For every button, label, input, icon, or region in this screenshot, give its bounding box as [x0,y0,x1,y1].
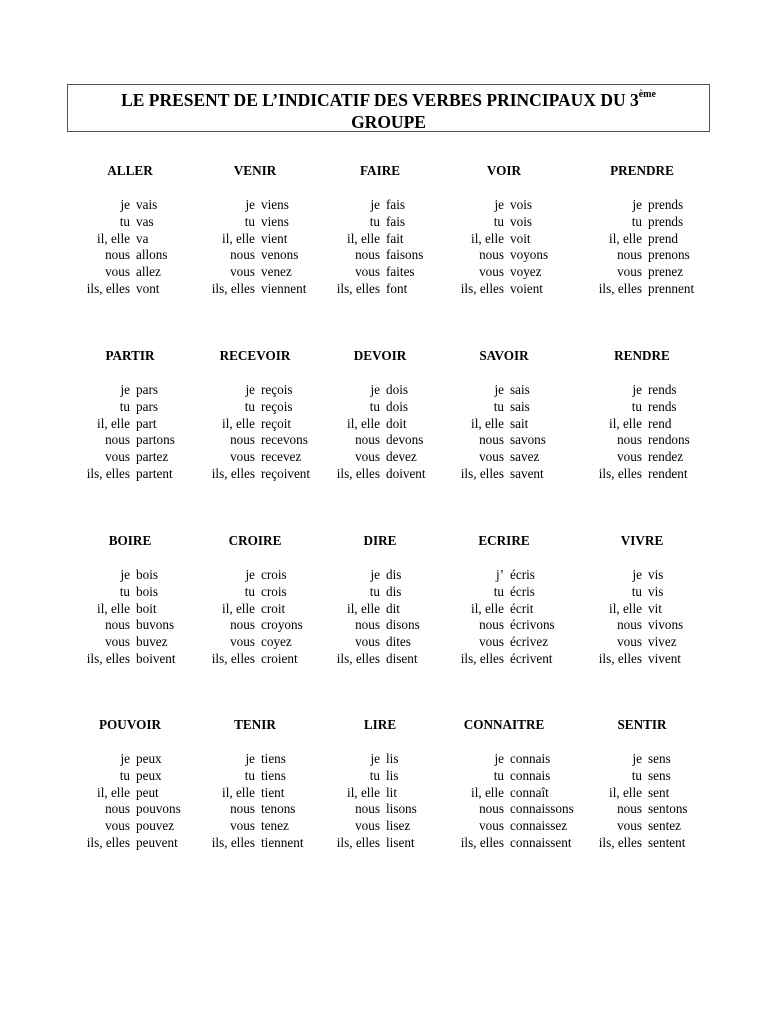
verb-form: vois [510,213,532,229]
conjugation-row [580,264,768,281]
pronoun: ils, elles [211,466,255,481]
pronoun: nous [230,247,255,263]
conjugation-row [580,449,768,466]
verb-form: sentons [648,801,688,817]
verb-form: disent [386,651,418,666]
verb-form: rend [648,415,672,431]
pronoun: ils, elles [211,651,255,666]
verb-name: ALLER [107,163,153,178]
conjugation-row [580,247,768,264]
pronoun: nous [105,801,130,817]
conjugation-row [580,634,768,651]
pronoun: vous [105,449,130,465]
verb-form: venons [261,247,299,263]
pronoun: tu [369,398,380,414]
pronoun: ils, elles [460,466,504,481]
conjugation-row [580,584,768,601]
pronoun: tu [631,767,642,783]
verb-form: prends [648,213,684,229]
pronoun: vous [617,634,642,650]
pronoun: tu [119,767,130,783]
pronoun: nous [355,801,380,817]
verb-form: sait [510,415,529,431]
pronoun: tu [369,583,380,599]
verb-form: écrivent [510,651,553,666]
verb-form: fais [386,197,406,212]
verb-form: écrit [510,600,534,616]
pronoun: vous [355,818,380,834]
conjugation-row [580,281,768,298]
verb-form: vois [510,197,532,212]
conjugation-row [580,567,768,584]
verb-form: crois [261,567,287,582]
pronoun: vous [230,634,255,650]
conjugation-row [580,785,768,802]
conjugation-row [580,818,768,835]
pronoun: je [370,382,380,397]
verb-form: bois [136,583,158,599]
pronoun: ils, elles [598,281,642,296]
pronoun: il, elle [347,600,380,616]
pronoun: je [245,751,255,766]
verb-form: rends [648,398,677,414]
pronoun: je [494,751,504,766]
pronoun: tu [244,398,255,414]
verb-name: DIRE [363,533,397,548]
verb-form: savent [510,466,544,481]
verb-form: coyez [261,634,292,650]
pronoun: vous [479,449,504,465]
verb-form: voient [510,281,543,296]
pronoun: tu [119,398,130,414]
pronoun: je [370,567,380,582]
conjugation-row [580,197,768,214]
verb-form: voit [510,230,531,246]
pronoun: tu [369,213,380,229]
pronoun: ils, elles [211,835,255,850]
verb-form: prends [648,197,684,212]
verb-form: tenez [261,818,289,834]
verb-form: connaissez [510,818,568,834]
verb-form: vivent [648,651,681,666]
pronoun: nous [230,801,255,817]
conjugation-row [580,801,768,818]
verb-form: pars [136,398,158,414]
pronoun: nous [479,617,504,633]
verb-form: prend [648,230,679,246]
pronoun: il, elle [222,415,255,431]
pronoun: ils, elles [336,651,380,666]
pronoun: vous [230,264,255,280]
verb-form: buvons [136,617,175,633]
conjugation-row [580,416,768,433]
verb-form: connaissons [510,801,574,817]
verb-form: bois [136,567,158,582]
verb-form: reçois [261,382,293,397]
verb-form: prenez [648,264,684,280]
verb-form: lis [386,751,399,766]
conjugation-row [580,751,768,768]
verb-name: PARTIR [105,348,155,363]
conjugation-row [580,399,768,416]
verb-form: vis [648,583,664,599]
verb-form: vis [648,567,664,582]
verb-form: dois [386,382,408,397]
title-line-2: GROUPE [351,112,426,132]
verb-form: dois [386,398,408,414]
verb-form: boivent [136,651,176,666]
pronoun: je [632,751,642,766]
verb-form: recevons [261,432,308,448]
pronoun: nous [617,247,642,263]
pronoun: il, elle [347,415,380,431]
pronoun: tu [119,583,130,599]
pronoun: il, elle [471,600,504,616]
pronoun: ils, elles [460,651,504,666]
verb-form: peuvent [136,835,178,850]
verb-form: dites [386,634,411,650]
verb-form: vivez [648,634,677,650]
verb-form: viennent [261,281,307,296]
pronoun: nous [479,247,504,263]
pronoun: il, elle [471,784,504,800]
pronoun: nous [105,617,130,633]
conjugation-row [580,231,768,248]
verb-name: LIRE [363,717,397,732]
verb-form: devons [386,432,424,448]
verb-name: RENDRE [614,348,670,363]
verb-form: rendez [648,449,684,465]
verb-form: rends [648,382,677,397]
pronoun: nous [105,247,130,263]
pronoun: il, elle [609,600,642,616]
pronoun: vous [355,449,380,465]
verb-form: sais [510,382,530,397]
pronoun: tu [631,398,642,414]
verb-form: dis [386,583,402,599]
pronoun: nous [617,432,642,448]
pronoun: vous [617,264,642,280]
verb-form: prenons [648,247,690,263]
verb-form: lisez [386,818,411,834]
pronoun: tu [119,213,130,229]
conjugation-row [580,601,768,618]
verb-form: sens [648,767,671,783]
verb-form: tiennent [261,835,304,850]
verb-form: devez [386,449,417,465]
pronoun: ils, elles [86,466,130,481]
verb-form: connais [510,767,551,783]
verb-form: voyons [510,247,549,263]
pronoun: il, elle [222,600,255,616]
verb-form: sens [648,751,671,766]
pronoun: nous [617,801,642,817]
verb-form: vient [261,230,288,246]
pronoun: tu [244,583,255,599]
verb-form: viens [261,213,289,229]
verb-form: écrivons [510,617,555,633]
verb-form: peut [136,784,159,800]
verb-form: écrivez [510,634,549,650]
verb-name: VOIR [486,163,522,178]
pronoun: je [120,567,130,582]
verb-form: vit [648,600,662,616]
verb-form: part [136,415,157,431]
conjugation-row [580,382,768,399]
verb-form: croyons [261,617,303,633]
verb-form: partez [136,449,169,465]
verb-name: RECEVOIR [219,348,291,363]
verb-form: rendent [648,466,688,481]
conjugation-row [580,214,768,231]
pronoun: il, elle [471,415,504,431]
pronoun: tu [493,213,504,229]
conjugation-row [580,617,768,634]
pronoun: il, elle [347,784,380,800]
verb-form: connaissent [510,835,572,850]
verb-form: lisent [386,835,415,850]
pronoun: tu [493,583,504,599]
pronoun: il, elle [347,230,380,246]
verb-form: savez [510,449,540,465]
verb-name: TENIR [234,717,276,732]
pronoun: tu [369,767,380,783]
verb-form: tiens [261,751,286,766]
verb-form: lis [386,767,399,783]
pronoun: il, elle [609,230,642,246]
verb-form: pouvez [136,818,175,834]
pronoun: tu [631,583,642,599]
verb-form: voyez [510,264,542,280]
verb-form: venez [261,264,292,280]
pronoun: ils, elles [336,466,380,481]
pronoun: je [245,197,255,212]
verb-form: va [136,230,149,246]
verb-name: SENTIR [617,717,667,732]
pronoun: je [494,197,504,212]
pronoun: je [245,382,255,397]
pronoun: je [245,567,255,582]
pronoun: vous [105,264,130,280]
verb-form: reçoivent [261,466,311,481]
verb-form: peux [136,751,162,766]
verb-form: reçois [261,398,293,414]
verb-form: faites [386,264,415,280]
verb-form: crois [261,583,287,599]
pronoun: vous [479,264,504,280]
verb-form: tenons [261,801,296,817]
verb-form: tiens [261,767,286,783]
verb-name: POUVOIR [98,717,161,732]
conjugation-row [580,432,768,449]
pronoun: vous [105,634,130,650]
verb-form: savons [510,432,546,448]
title-superscript: ème [638,89,656,101]
pronoun: il, elle [222,784,255,800]
conjugation-row [580,466,768,483]
conjugation-row [580,835,768,852]
pronoun: je [370,197,380,212]
pronoun: tu [493,767,504,783]
pronoun: je [494,382,504,397]
verb-form: peux [136,767,162,783]
pronoun: nous [230,617,255,633]
pronoun: nous [479,432,504,448]
verb-form: boit [136,600,157,616]
pronoun: vous [617,818,642,834]
pronoun: je [120,382,130,397]
pronoun: tu [244,767,255,783]
verb-form: écris [510,583,535,599]
verb-name: VIVRE [620,533,664,548]
verb-form: partons [136,432,175,448]
verb-form: buvez [136,634,168,650]
verb-form: connais [510,751,551,766]
pronoun: ils, elles [598,466,642,481]
pronoun: je [120,751,130,766]
verb-form: recevez [261,449,302,465]
verb-name: VENIR [233,163,277,178]
verb-form: fait [386,230,404,246]
verb-form: sent [648,784,670,800]
pronoun: vous [355,634,380,650]
pronoun: je [120,197,130,212]
pronoun: je [632,197,642,212]
verb-form: doivent [386,466,426,481]
verb-form: viens [261,197,289,212]
pronoun: nous [230,432,255,448]
pronoun: ils, elles [86,835,130,850]
verb-form: rendons [648,432,690,448]
pronoun: tu [493,398,504,414]
pronoun: ils, elles [460,835,504,850]
verb-form: disons [386,617,420,633]
pronoun: ils, elles [598,835,642,850]
pronoun: il, elle [609,415,642,431]
verb-name: BOIRE [108,533,152,548]
pronoun: ils, elles [86,281,130,296]
verb-form: vais [136,197,158,212]
verb-form: sais [510,398,530,414]
pronoun: je [632,382,642,397]
verb-form: sentent [648,835,686,850]
pronoun: il, elle [97,230,130,246]
pronoun: ils, elles [460,281,504,296]
verb-name: DEVOIR [353,348,407,363]
verb-form: sentez [648,818,681,834]
pronoun: nous [355,432,380,448]
verb-form: lit [386,784,397,800]
pronoun: vous [479,818,504,834]
pronoun: ils, elles [211,281,255,296]
verb-form: croit [261,600,286,616]
pronoun: ils, elles [598,651,642,666]
pronoun: vous [105,818,130,834]
pronoun: vous [479,634,504,650]
pronoun: tu [631,213,642,229]
verb-name: FAIRE [359,163,401,178]
verb-name: PRENDRE [610,163,674,178]
pronoun: il, elle [222,230,255,246]
pronoun: nous [105,432,130,448]
pronoun: ils, elles [336,835,380,850]
verb-name: CONNAITRE [463,717,545,732]
title-line-1: LE PRESENT DE L’INDICATIF DES VERBES PRINCIPAUX DU 3ème [121,89,656,110]
pronoun: vous [230,818,255,834]
conjugation-row [580,768,768,785]
pronoun: ils, elles [336,281,380,296]
pronoun: tu [244,213,255,229]
pronoun: il, elle [471,230,504,246]
verb-form: partent [136,466,173,481]
pronoun: je [632,567,642,582]
verb-form: dis [386,567,402,582]
verb-form: vivons [648,617,684,633]
pronoun: il, elle [97,415,130,431]
verb-name: CROIRE [228,533,282,548]
verb-form: croient [261,651,298,666]
pronoun: nous [479,801,504,817]
pronoun: il, elle [97,784,130,800]
verb-form: fais [386,213,406,229]
verb-name: SAVOIR [479,348,529,363]
verb-form: vont [136,281,160,296]
page-title [67,84,710,132]
verb-form: font [386,281,408,296]
pronoun: nous [355,247,380,263]
verb-form: pouvons [136,801,181,817]
verb-form: allez [136,264,161,280]
verb-name: ECRIRE [478,533,530,548]
pronoun: il, elle [609,784,642,800]
verb-form: connaît [510,784,549,800]
verb-form: dit [386,600,400,616]
verb-form: prennent [648,281,695,296]
pronoun: il, elle [97,600,130,616]
verb-form: vas [136,213,154,229]
pronoun: vous [617,449,642,465]
conjugation-row [580,651,768,668]
verb-form: lisons [386,801,417,817]
pronoun: vous [230,449,255,465]
pronoun: ils, elles [86,651,130,666]
pronoun: nous [617,617,642,633]
verb-form: reçoit [261,415,292,431]
verb-form: doit [386,415,407,431]
pronoun: je [370,751,380,766]
verb-form: écris [510,567,535,582]
pronoun: j’ [495,567,504,582]
verb-form: tient [261,784,285,800]
pronoun: vous [355,264,380,280]
verb-form: allons [136,247,168,263]
verb-form: pars [136,382,158,397]
verb-form: faisons [386,247,424,263]
pronoun: nous [355,617,380,633]
